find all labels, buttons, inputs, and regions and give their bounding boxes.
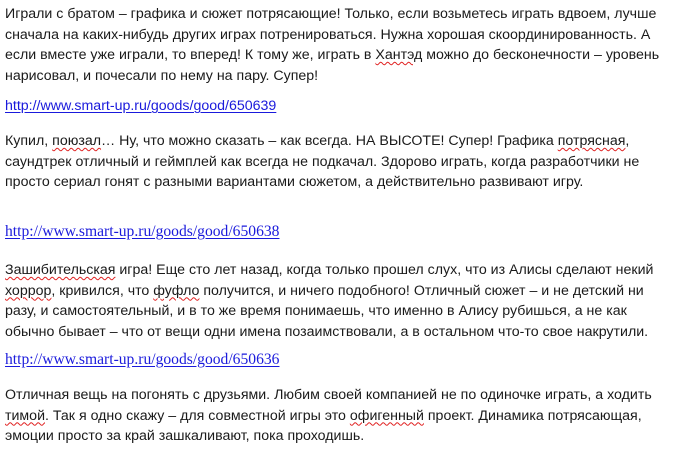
text-line: эмоции просто за край зашкаливают, пока проходишь. — [5, 428, 365, 444]
review-text — [5, 131, 639, 193]
text-line: сначала на каких-нибудь других играх потренироваться. Нужна хорошая скоординированность. А — [5, 26, 651, 43]
text-line: разу, и самостоятельный, и в то же время понимаешь, что именно в Алису рубишься, а не как — [5, 303, 627, 319]
text-line: просто сериал гонят с разными вариантами сюжетом, а действительно развивают игру. — [5, 174, 584, 190]
review-text — [5, 385, 652, 447]
review-link[interactable]: http://www.smart-up.ru/goods/good/650639 — [5, 98, 277, 114]
text-line: Купил, поюзал… Ну, что можно сказать – как всегда. НА ВЫСОТЕ! Супер! Графика потрясная, — [5, 133, 630, 149]
review-link[interactable]: http://www.smart-up.ru/goods/good/650638 — [5, 223, 280, 240]
review-text — [5, 4, 659, 86]
review-text — [5, 260, 653, 342]
text-line: если вместе уже играли, то вперед! К тому же, играть в Хантэд можно до бесконечности – уровень — [5, 47, 660, 63]
text-line: обычно бывает – что от вещи одни имена позаимствовали, а в остальном что-то свое накрутили. — [5, 323, 649, 340]
text-line: нарисовал, и почесали по нему на пару. Супер! — [5, 67, 319, 84]
text-line: Зашибительская игра! Еще сто лет назад, когда только прошел слух, что из Алисы сделают некий — [5, 262, 654, 278]
text-line: саундтрек отличный и геймплей как всегда не подкачал. Здорово играть, когда разработчики не — [5, 153, 640, 170]
text-line: Отличная вещь на погонять с друзьями. Любим своей компанией не по одиночке играть, а ходить — [5, 387, 652, 403]
text-line: Играли с братом – графика и сюжет потрясающие! Только, если возьметесь играть вдвоем, лучше — [5, 6, 657, 22]
review-link[interactable]: http://www.smart-up.ru/goods/good/650636 — [5, 351, 280, 368]
text-line: хоррор, кривился, что фуфло получится, и ничего подобного! Отличный сюжет – и не детский ни — [5, 282, 644, 299]
text-line: тимой. Так я одно скажу – для совместной игры это офигенный проект. Динамика потрясающая, — [5, 407, 642, 424]
